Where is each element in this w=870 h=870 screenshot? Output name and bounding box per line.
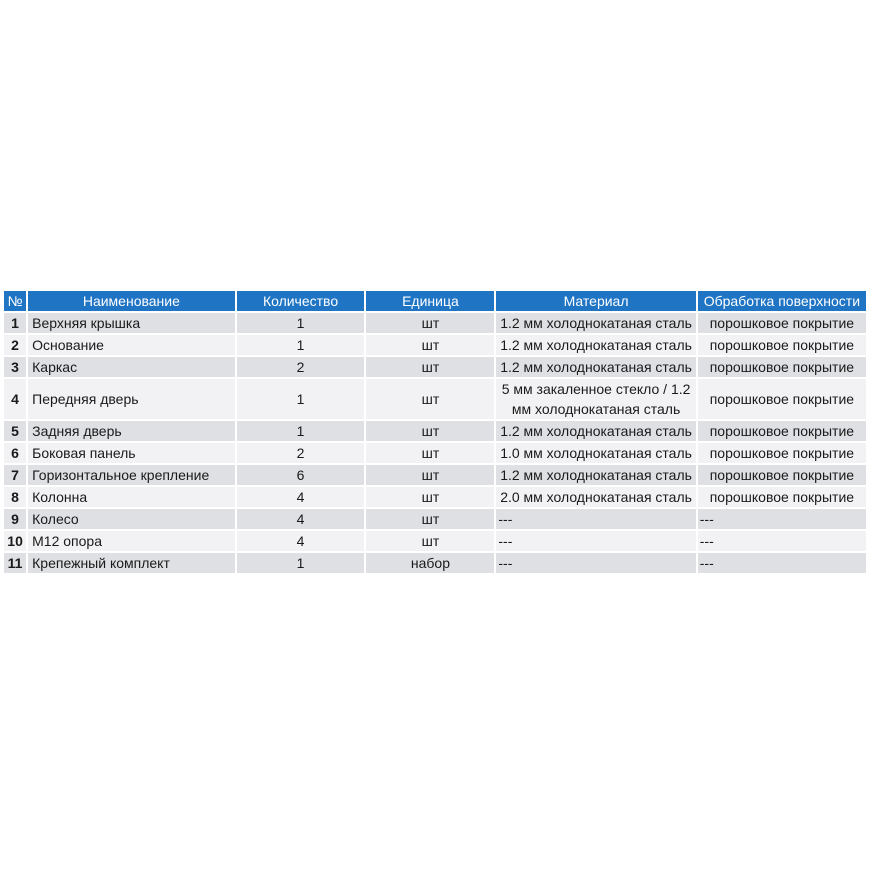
row-qty: 1 bbox=[237, 379, 365, 419]
row-finish: порошковое покрытие bbox=[698, 421, 866, 441]
row-material: 5 мм закаленное стекло / 1.2 мм холоднокатаная сталь bbox=[496, 379, 695, 419]
column-header-num: № bbox=[4, 291, 26, 311]
row-qty: 2 bbox=[237, 443, 365, 463]
row-name: Горизонтальное крепление bbox=[28, 465, 234, 485]
row-finish: порошковое покрытие bbox=[698, 313, 866, 333]
row-finish: порошковое покрытие bbox=[698, 465, 866, 485]
column-header-name: Наименование bbox=[28, 291, 234, 311]
row-num: 10 bbox=[4, 531, 26, 551]
row-finish: порошковое покрытие bbox=[698, 335, 866, 355]
row-unit: шт bbox=[366, 335, 494, 355]
row-num: 1 bbox=[4, 313, 26, 333]
row-qty: 4 bbox=[237, 487, 365, 507]
row-material: 1.2 мм холоднокатаная сталь bbox=[496, 357, 695, 377]
row-num: 7 bbox=[4, 465, 26, 485]
row-name: Основание bbox=[28, 335, 234, 355]
row-finish: --- bbox=[698, 531, 866, 551]
row-name: M12 опора bbox=[28, 531, 234, 551]
row-material: --- bbox=[496, 509, 695, 529]
column-header-unit: Единица bbox=[366, 291, 494, 311]
row-qty: 1 bbox=[237, 553, 365, 573]
row-material: --- bbox=[496, 553, 695, 573]
row-finish: порошковое покрытие bbox=[698, 357, 866, 377]
row-qty: 6 bbox=[237, 465, 365, 485]
table-row bbox=[4, 465, 866, 485]
table-row bbox=[4, 509, 866, 529]
table-header-row bbox=[4, 291, 866, 311]
row-qty: 1 bbox=[237, 335, 365, 355]
row-finish: --- bbox=[698, 553, 866, 573]
row-qty: 4 bbox=[237, 509, 365, 529]
table-row bbox=[4, 531, 866, 551]
row-num: 6 bbox=[4, 443, 26, 463]
row-qty: 2 bbox=[237, 357, 365, 377]
row-num: 3 bbox=[4, 357, 26, 377]
column-header-finish: Обработка поверхности bbox=[698, 291, 866, 311]
row-finish: порошковое покрытие bbox=[698, 379, 866, 419]
row-finish: порошковое покрытие bbox=[698, 443, 866, 463]
row-name: Боковая панель bbox=[28, 443, 234, 463]
row-material: --- bbox=[496, 531, 695, 551]
table-row bbox=[4, 357, 866, 377]
row-unit: шт bbox=[366, 509, 494, 529]
row-material: 2.0 мм холоднокатаная сталь bbox=[496, 487, 695, 507]
row-name: Передняя дверь bbox=[28, 379, 234, 419]
parts-table-container bbox=[2, 289, 868, 575]
column-header-material: Материал bbox=[496, 291, 695, 311]
row-finish: порошковое покрытие bbox=[698, 487, 866, 507]
table-row bbox=[4, 335, 866, 355]
row-material: 1.2 мм холоднокатаная сталь bbox=[496, 335, 695, 355]
row-material: 1.2 мм холоднокатаная сталь bbox=[496, 313, 695, 333]
row-num: 9 bbox=[4, 509, 26, 529]
row-name: Верхняя крышка bbox=[28, 313, 234, 333]
row-unit: шт bbox=[366, 421, 494, 441]
column-header-qty: Количество bbox=[237, 291, 365, 311]
row-num: 4 bbox=[4, 379, 26, 419]
row-num: 2 bbox=[4, 335, 26, 355]
table-row bbox=[4, 487, 866, 507]
row-unit: шт bbox=[366, 313, 494, 333]
parts-table bbox=[2, 289, 868, 575]
row-qty: 1 bbox=[237, 313, 365, 333]
table-row bbox=[4, 379, 866, 419]
table-row bbox=[4, 443, 866, 463]
row-unit: шт bbox=[366, 531, 494, 551]
row-unit: набор bbox=[366, 553, 494, 573]
row-name: Крепежный комплект bbox=[28, 553, 234, 573]
row-unit: шт bbox=[366, 465, 494, 485]
row-finish: --- bbox=[698, 509, 866, 529]
row-unit: шт bbox=[366, 379, 494, 419]
row-name: Задняя дверь bbox=[28, 421, 234, 441]
table-row bbox=[4, 553, 866, 573]
row-unit: шт bbox=[366, 487, 494, 507]
row-num: 11 bbox=[4, 553, 26, 573]
row-name: Каркас bbox=[28, 357, 234, 377]
row-qty: 1 bbox=[237, 421, 365, 441]
row-num: 8 bbox=[4, 487, 26, 507]
row-num: 5 bbox=[4, 421, 26, 441]
row-material: 1.0 мм холоднокатаная сталь bbox=[496, 443, 695, 463]
row-name: Колесо bbox=[28, 509, 234, 529]
row-name: Колонна bbox=[28, 487, 234, 507]
table-row bbox=[4, 313, 866, 333]
row-material: 1.2 мм холоднокатаная сталь bbox=[496, 421, 695, 441]
row-material: 1.2 мм холоднокатаная сталь bbox=[496, 465, 695, 485]
row-unit: шт bbox=[366, 443, 494, 463]
row-qty: 4 bbox=[237, 531, 365, 551]
table-row bbox=[4, 421, 866, 441]
row-unit: шт bbox=[366, 357, 494, 377]
